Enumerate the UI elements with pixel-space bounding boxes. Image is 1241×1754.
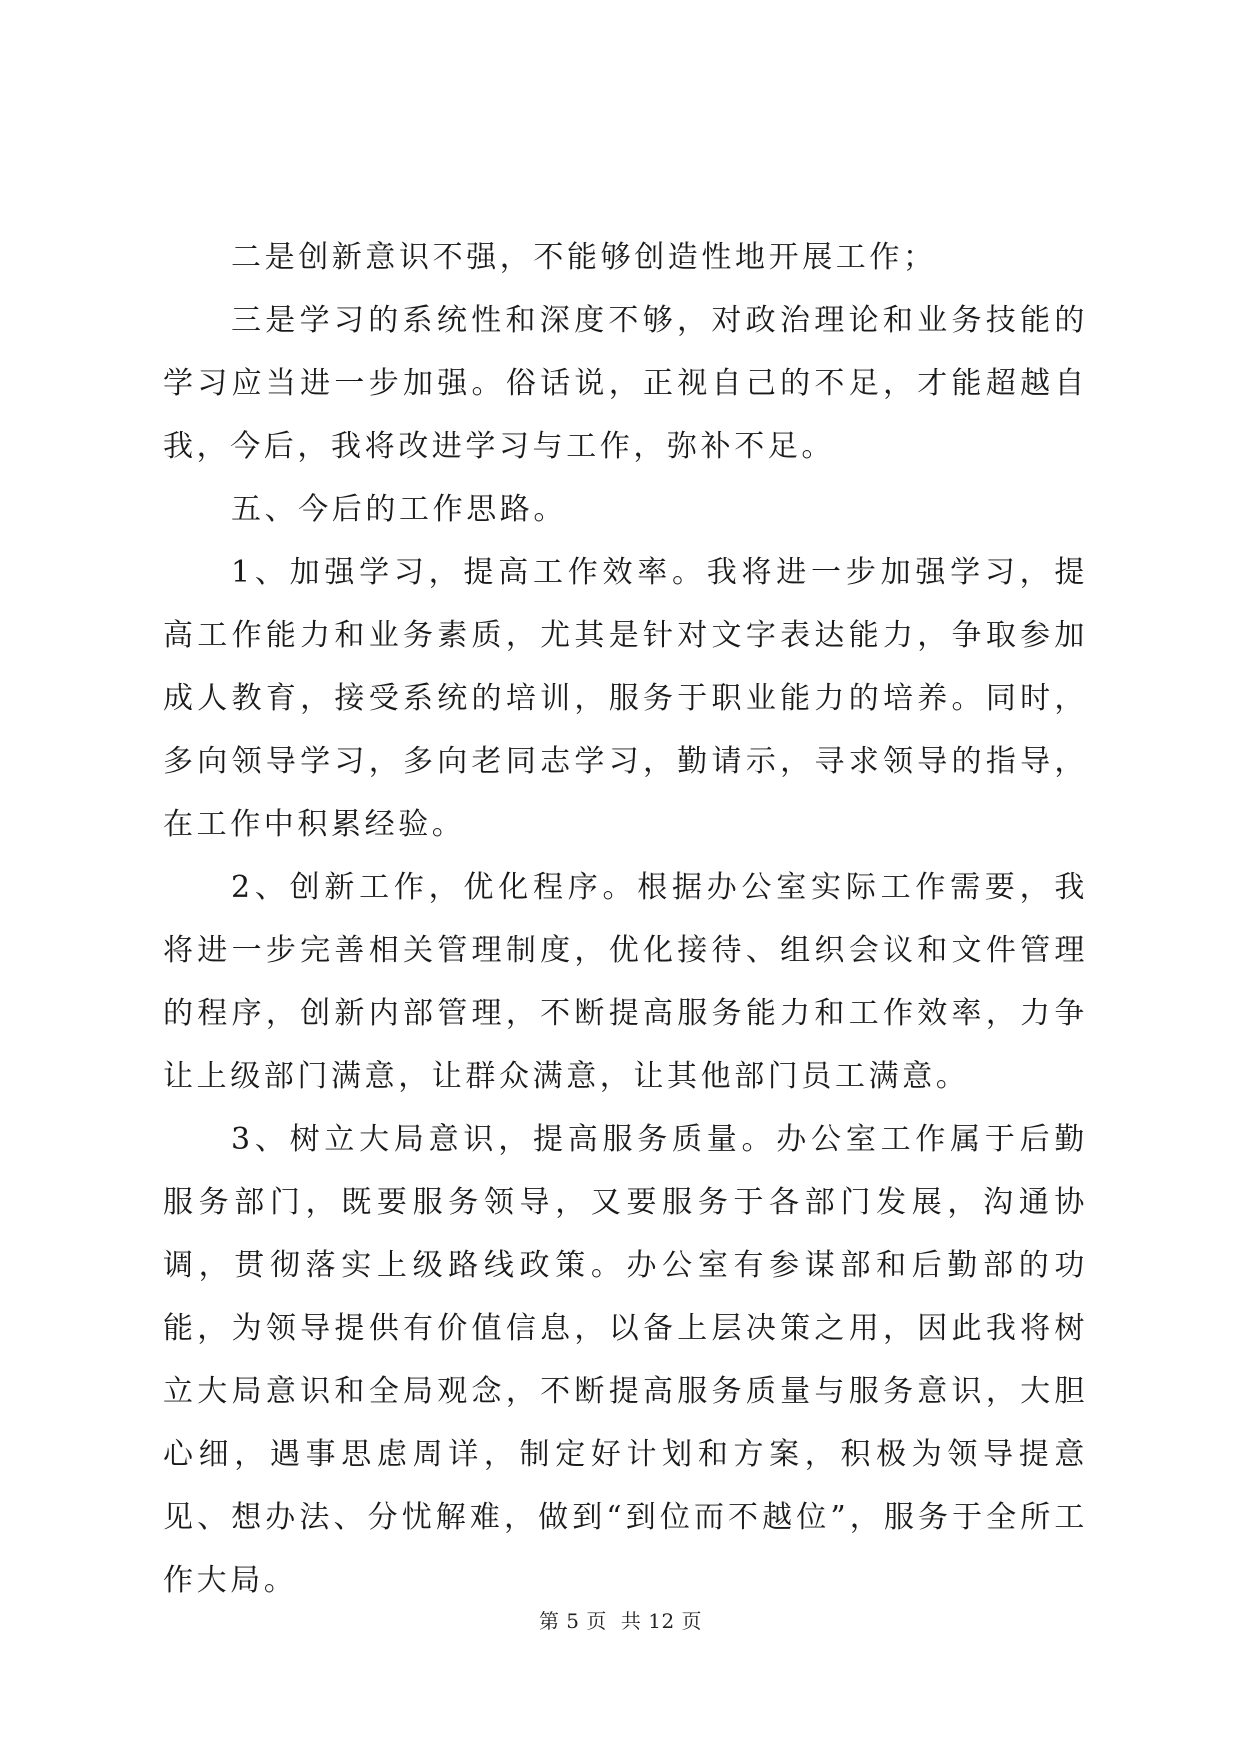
page-number: 第 5 页 bbox=[538, 1609, 607, 1633]
page-footer bbox=[0, 1605, 1241, 1634]
paragraph-innovation-weakness: 二是创新意识不强，不能够创造性地开展工作； bbox=[231, 240, 937, 275]
paragraph-item-3-overall-awareness: 3、树立大局意识，提高服务质量。办公室工作属于后勤服务部门，既要服务领导，又要服务于各部门发展，沟通协调，贯彻落实上级路线政策。办公室有参谋部和后勤部的功能，为领导提供有价值信息，以备上层决策之用，因此我将树立大局意识和全局观念，不断提高服务质量与服务意识，大胆心细，遇事思虑周详，制定好计划和方案，积极为领导提意见、想办法、分忧解难，做到“到位而不越位”，服务于全所工作大局。 bbox=[163, 1122, 1088, 1598]
paragraph-learning-depth: 三是学习的系统性和深度不够，对政治理论和业务技能的学习应当进一步加强。俗话说，正视自己的不足，才能超越自我，今后，我将改进学习与工作，弥补不足。 bbox=[163, 303, 1088, 464]
section-heading-future-work: 五、今后的工作思路。 bbox=[231, 492, 567, 527]
page-total: 共 12 页 bbox=[620, 1609, 703, 1633]
document-body bbox=[163, 226, 1088, 1612]
paragraph-item-2-innovation: 2、创新工作，优化程序。根据办公室实际工作需要，我将进一步完善相关管理制度，优化接待、组织会议和文件管理的程序，创新内部管理，不断提高服务能力和工作效率，力争让上级部门满意，让群众满意，让其他部门员工满意。 bbox=[163, 870, 1088, 1094]
paragraph-item-1-study: 1、加强学习，提高工作效率。我将进一步加强学习，提高工作能力和业务素质，尤其是针对文字表达能力，争取参加成人教育，接受系统的培训，服务于职业能力的培养。同时，多向领导学习，多向老同志学习，勤请示，寻求领导的指导，在工作中积累经验。 bbox=[163, 555, 1088, 842]
